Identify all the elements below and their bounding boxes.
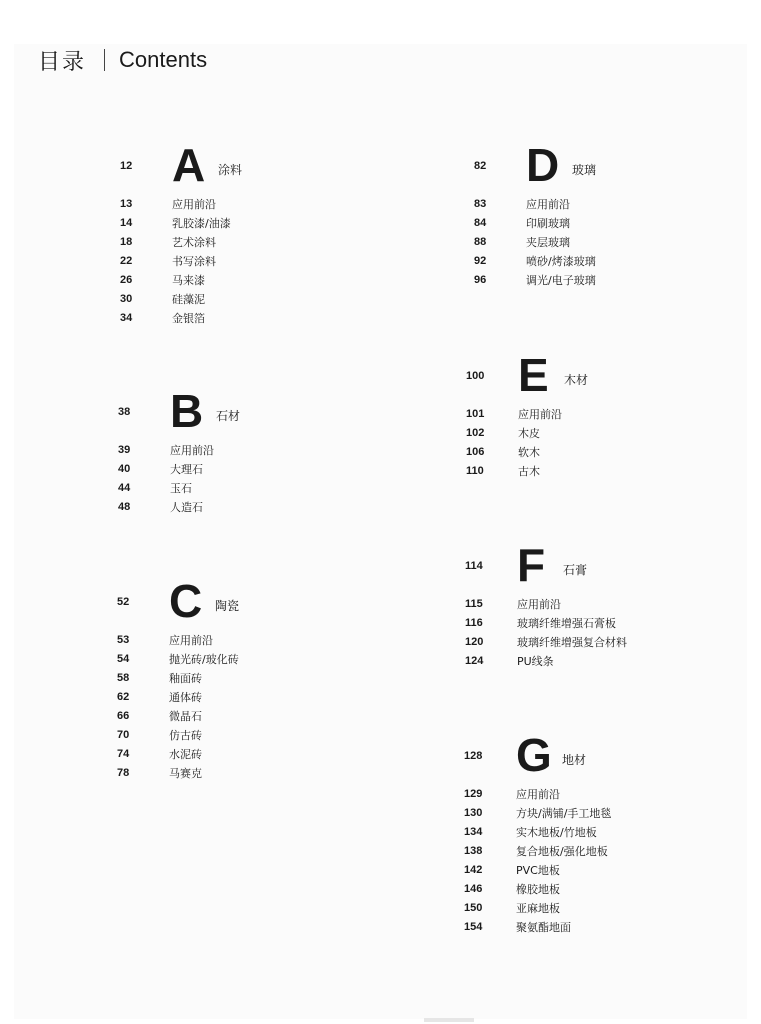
entry-title: 应用前沿 bbox=[517, 597, 561, 611]
toc-entry[interactable] bbox=[466, 461, 562, 480]
entry-page-number: 88 bbox=[474, 235, 487, 248]
section-heading[interactable] bbox=[118, 385, 318, 437]
entry-page-number: 74 bbox=[117, 747, 130, 760]
entry-page-number: 92 bbox=[474, 254, 487, 267]
footer-mark bbox=[424, 1018, 474, 1022]
section-items bbox=[466, 404, 562, 480]
section-title: 石材 bbox=[216, 409, 241, 423]
page-title-zh: 目录 bbox=[38, 49, 87, 75]
section-title: 陶瓷 bbox=[215, 599, 240, 613]
entry-title: 仿古砖 bbox=[169, 728, 202, 742]
toc-entry[interactable] bbox=[117, 744, 239, 763]
toc-entry[interactable] bbox=[117, 725, 239, 744]
entry-page-number: 110 bbox=[466, 464, 484, 477]
toc-entry[interactable] bbox=[464, 841, 611, 860]
entry-page-number: 14 bbox=[120, 216, 133, 229]
entry-title: 应用前沿 bbox=[516, 787, 560, 801]
toc-entry[interactable] bbox=[117, 630, 239, 649]
section-page-number: 12 bbox=[120, 160, 133, 172]
entry-title: 水泥砖 bbox=[169, 747, 202, 761]
entry-page-number: 58 bbox=[117, 671, 130, 684]
entry-title: 艺术涂料 bbox=[172, 235, 216, 249]
entry-page-number: 30 bbox=[120, 292, 133, 305]
entry-title: 大理石 bbox=[170, 462, 203, 476]
toc-entry[interactable] bbox=[120, 232, 231, 251]
section-heading[interactable] bbox=[464, 729, 664, 781]
toc-entry[interactable] bbox=[465, 632, 627, 651]
entry-title: PVC地板 bbox=[516, 863, 560, 877]
section-title: 玻璃 bbox=[572, 163, 597, 177]
section-page-number: 52 bbox=[117, 596, 130, 608]
section-letter: E bbox=[518, 349, 549, 401]
entry-title: 通体砖 bbox=[169, 690, 202, 704]
toc-entry[interactable] bbox=[474, 270, 596, 289]
entry-page-number: 134 bbox=[464, 825, 483, 838]
toc-entry[interactable] bbox=[117, 668, 239, 687]
section-letter: C bbox=[169, 575, 203, 627]
entry-page-number: 96 bbox=[474, 273, 487, 286]
toc-entry[interactable] bbox=[117, 687, 239, 706]
page-background bbox=[14, 44, 747, 1019]
toc-entry[interactable] bbox=[464, 784, 611, 803]
entry-page-number: 18 bbox=[120, 235, 133, 248]
entry-title: 乳胶漆/油漆 bbox=[172, 216, 231, 230]
section-title: 木材 bbox=[564, 373, 589, 387]
entry-page-number: 83 bbox=[474, 197, 487, 210]
toc-entry[interactable] bbox=[464, 860, 611, 879]
section-items bbox=[118, 440, 214, 516]
entry-page-number: 129 bbox=[464, 787, 483, 800]
entry-title: 玻璃纤维增强石膏板 bbox=[517, 616, 616, 630]
entry-title: 夹层玻璃 bbox=[526, 235, 570, 249]
entry-page-number: 66 bbox=[117, 709, 130, 722]
toc-entry[interactable] bbox=[474, 213, 596, 232]
toc-entry[interactable] bbox=[120, 251, 231, 270]
entry-page-number: 146 bbox=[464, 882, 483, 895]
entry-title: 应用前沿 bbox=[170, 443, 214, 457]
entry-page-number: 138 bbox=[464, 844, 483, 857]
entry-page-number: 150 bbox=[464, 901, 483, 914]
entry-page-number: 115 bbox=[465, 597, 483, 610]
section-items bbox=[474, 194, 596, 289]
section-title: 地材 bbox=[562, 753, 587, 767]
entry-title: 方块/满铺/手工地毯 bbox=[516, 806, 612, 820]
entry-page-number: 124 bbox=[465, 654, 484, 667]
toc-entry[interactable] bbox=[466, 442, 562, 461]
entry-title: 马来漆 bbox=[172, 273, 205, 287]
toc-entry[interactable] bbox=[474, 232, 596, 251]
toc-entry[interactable] bbox=[464, 803, 611, 822]
section-letter: G bbox=[516, 729, 552, 781]
entry-title: 应用前沿 bbox=[518, 407, 562, 421]
toc-entry[interactable] bbox=[466, 423, 562, 442]
entry-title: 应用前沿 bbox=[526, 197, 570, 211]
toc-entry[interactable] bbox=[120, 194, 231, 213]
section-items bbox=[465, 594, 627, 670]
section-title: 涂料 bbox=[218, 163, 243, 177]
toc-entry[interactable] bbox=[474, 194, 596, 213]
entry-title: 复合地板/强化地板 bbox=[516, 844, 608, 858]
entry-title: 微晶石 bbox=[169, 709, 202, 723]
toc-entry[interactable] bbox=[118, 478, 214, 497]
entry-page-number: 154 bbox=[464, 920, 483, 933]
entry-title: 应用前沿 bbox=[172, 197, 216, 211]
toc-entry[interactable] bbox=[118, 440, 214, 459]
entry-title: 马赛克 bbox=[169, 766, 202, 780]
entry-title: 喷砂/烤漆玻璃 bbox=[526, 254, 596, 268]
entry-title: 抛光砖/玻化砖 bbox=[169, 652, 239, 666]
entry-page-number: 70 bbox=[117, 728, 130, 741]
entry-page-number: 106 bbox=[466, 445, 485, 458]
section-heading[interactable] bbox=[474, 139, 674, 191]
section-items bbox=[120, 194, 231, 327]
entry-title: 玉石 bbox=[170, 481, 192, 495]
entry-page-number: 78 bbox=[117, 766, 130, 779]
section-items bbox=[464, 784, 611, 936]
entry-page-number: 120 bbox=[465, 635, 484, 648]
entry-page-number: 101 bbox=[466, 407, 485, 420]
entry-page-number: 26 bbox=[120, 273, 133, 286]
section-items bbox=[117, 630, 239, 782]
entry-title: 硅藻泥 bbox=[172, 292, 205, 306]
entry-title: 应用前沿 bbox=[169, 633, 213, 647]
toc-entry[interactable] bbox=[464, 898, 611, 917]
section-title: 石膏 bbox=[563, 563, 588, 577]
entry-page-number: 62 bbox=[117, 690, 130, 703]
title-divider bbox=[104, 49, 105, 71]
section-page-number: 38 bbox=[118, 406, 131, 418]
entry-title: 实木地板/竹地板 bbox=[516, 825, 597, 839]
entry-title: 古木 bbox=[518, 464, 540, 478]
section-page-number: 82 bbox=[474, 160, 487, 172]
entry-title: 橡胶地板 bbox=[516, 882, 560, 896]
entry-title: 书写涂料 bbox=[172, 254, 216, 268]
entry-page-number: 39 bbox=[118, 443, 131, 456]
entry-page-number: 130 bbox=[464, 806, 483, 819]
entry-title: 软木 bbox=[518, 445, 540, 459]
toc-entry[interactable] bbox=[117, 706, 239, 725]
toc-entry[interactable] bbox=[465, 651, 627, 670]
entry-page-number: 54 bbox=[117, 652, 130, 665]
toc-entry[interactable] bbox=[464, 917, 611, 936]
toc-entry[interactable] bbox=[120, 213, 231, 232]
entry-title: 印刷玻璃 bbox=[526, 216, 570, 230]
entry-page-number: 44 bbox=[118, 481, 131, 494]
entry-page-number: 48 bbox=[118, 500, 131, 513]
toc-entry[interactable] bbox=[118, 497, 214, 516]
toc-entry[interactable] bbox=[117, 763, 239, 782]
entry-title: 木皮 bbox=[518, 426, 540, 440]
toc-entry[interactable] bbox=[120, 270, 231, 289]
entry-title: 亚麻地板 bbox=[516, 901, 560, 915]
entry-title: PU线条 bbox=[517, 654, 554, 668]
section-page-number: 128 bbox=[464, 750, 483, 762]
section-heading[interactable] bbox=[466, 349, 666, 401]
entry-page-number: 13 bbox=[120, 197, 133, 210]
toc-entry[interactable] bbox=[120, 289, 231, 308]
entry-page-number: 116 bbox=[465, 616, 483, 629]
section-letter: B bbox=[170, 385, 204, 437]
section-letter: D bbox=[526, 139, 560, 191]
entry-page-number: 22 bbox=[120, 254, 133, 267]
entry-page-number: 102 bbox=[466, 426, 485, 439]
section-page-number: 114 bbox=[465, 560, 483, 572]
entry-title: 玻璃纤维增强复合材料 bbox=[517, 635, 627, 649]
toc-entry[interactable] bbox=[465, 613, 627, 632]
entry-title: 金银箔 bbox=[172, 311, 205, 325]
page-title-en: Contents bbox=[119, 47, 208, 72]
contents-header bbox=[38, 44, 207, 76]
toc-entry[interactable] bbox=[474, 251, 596, 270]
entry-page-number: 53 bbox=[117, 633, 130, 646]
toc-entry[interactable] bbox=[465, 594, 627, 613]
section-heading[interactable] bbox=[117, 575, 317, 627]
entry-page-number: 34 bbox=[120, 311, 133, 324]
section-heading[interactable] bbox=[120, 139, 320, 191]
toc-entry[interactable] bbox=[118, 459, 214, 478]
toc-entry[interactable] bbox=[464, 879, 611, 898]
entry-page-number: 40 bbox=[118, 462, 131, 475]
section-page-number: 100 bbox=[466, 370, 485, 382]
section-letter: F bbox=[517, 539, 546, 591]
toc-entry[interactable] bbox=[466, 404, 562, 423]
entry-title: 釉面砖 bbox=[169, 671, 202, 685]
toc-entry[interactable] bbox=[117, 649, 239, 668]
entry-page-number: 142 bbox=[464, 863, 483, 876]
toc-entry[interactable] bbox=[464, 822, 611, 841]
entry-title: 聚氨酯地面 bbox=[516, 920, 571, 934]
entry-page-number: 84 bbox=[474, 216, 487, 229]
section-letter: A bbox=[172, 139, 206, 191]
entry-title: 调光/电子玻璃 bbox=[526, 273, 596, 287]
entry-title: 人造石 bbox=[170, 500, 203, 514]
toc-entry[interactable] bbox=[120, 308, 231, 327]
section-heading[interactable] bbox=[465, 539, 665, 591]
